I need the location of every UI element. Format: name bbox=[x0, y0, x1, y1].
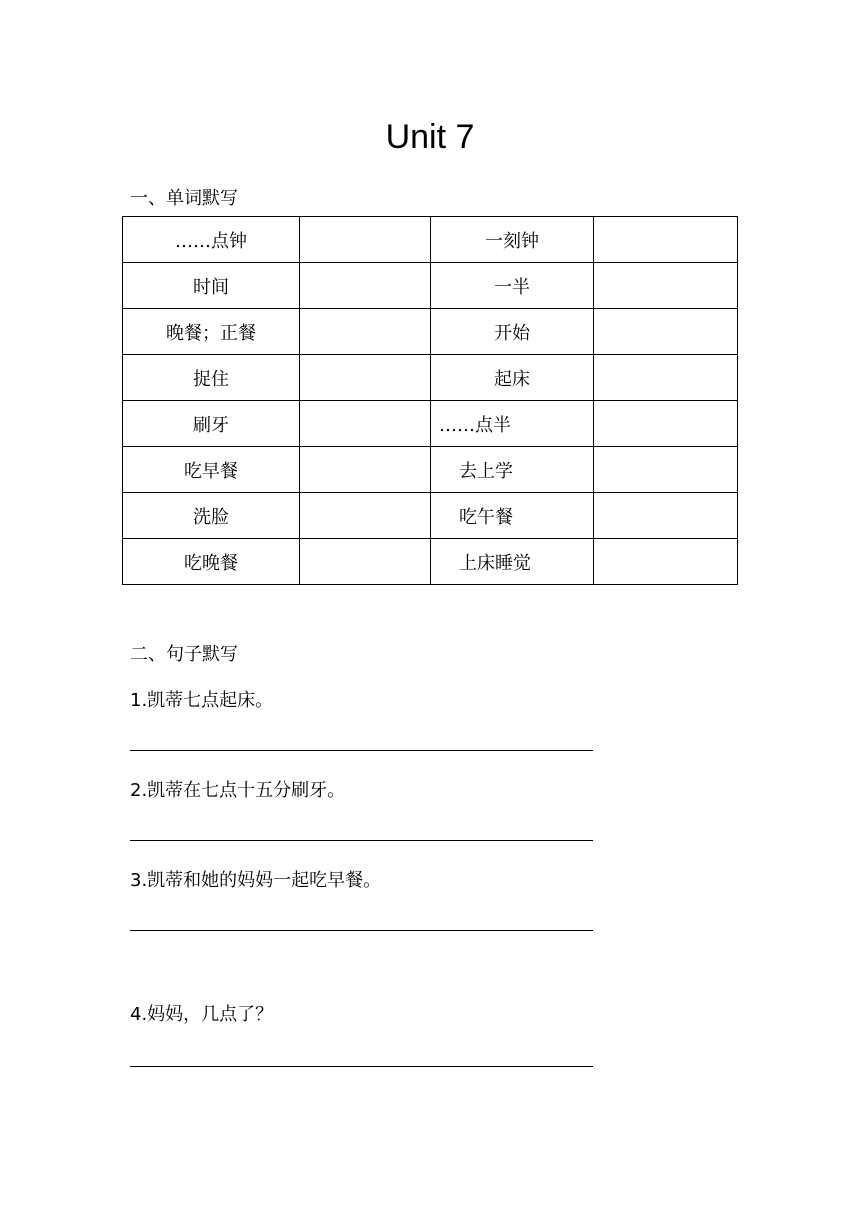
answer-cell[interactable] bbox=[300, 263, 431, 309]
chinese-word-cell: 洗脸 bbox=[123, 493, 300, 539]
answer-cell[interactable] bbox=[594, 401, 738, 447]
table-row bbox=[123, 263, 738, 309]
answer-cell[interactable] bbox=[300, 493, 431, 539]
chinese-word-cell: ……点钟 bbox=[123, 217, 300, 263]
chinese-word-cell: 吃早餐 bbox=[123, 447, 300, 493]
section-2-heading: 二、句子默写 bbox=[130, 644, 238, 665]
vocabulary-table bbox=[122, 216, 738, 585]
chinese-word-cell: 一刻钟 bbox=[431, 217, 594, 263]
sentence-prompt: 4.妈妈，几点了？ bbox=[130, 1004, 274, 1025]
table-row bbox=[123, 539, 738, 585]
chinese-word-cell: 吃午餐 bbox=[431, 493, 594, 539]
table-row bbox=[123, 401, 738, 447]
answer-cell[interactable] bbox=[594, 263, 738, 309]
answer-cell[interactable] bbox=[594, 447, 738, 493]
table-row bbox=[123, 355, 738, 401]
answer-cell[interactable] bbox=[300, 355, 431, 401]
table-row bbox=[123, 493, 738, 539]
answer-line[interactable] bbox=[130, 750, 593, 751]
answer-cell[interactable] bbox=[300, 309, 431, 355]
chinese-word-cell: 时间 bbox=[123, 263, 300, 309]
table-row bbox=[123, 309, 738, 355]
chinese-word-cell: 起床 bbox=[431, 355, 594, 401]
chinese-word-cell: 吃晚餐 bbox=[123, 539, 300, 585]
answer-cell[interactable] bbox=[594, 355, 738, 401]
chinese-word-cell: 捉住 bbox=[123, 355, 300, 401]
answer-cell[interactable] bbox=[300, 539, 431, 585]
answer-cell[interactable] bbox=[300, 401, 431, 447]
table-row bbox=[123, 447, 738, 493]
chinese-word-cell: 一半 bbox=[431, 263, 594, 309]
chinese-word-cell: 开始 bbox=[431, 309, 594, 355]
sentence-prompt: 2.凯蒂在七点十五分刷牙。 bbox=[130, 780, 346, 801]
chinese-word-cell: 上床睡觉 bbox=[431, 539, 594, 585]
answer-cell[interactable] bbox=[594, 217, 738, 263]
section-1-heading: 一、单词默写 bbox=[130, 188, 238, 209]
page-title: Unit 7 bbox=[385, 118, 475, 156]
answer-cell[interactable] bbox=[300, 447, 431, 493]
sentence-prompt: 1.凯蒂七点起床。 bbox=[130, 690, 274, 711]
answer-cell[interactable] bbox=[594, 493, 738, 539]
answer-line[interactable] bbox=[130, 930, 593, 931]
chinese-word-cell: ……点半 bbox=[431, 401, 594, 447]
chinese-word-cell: 去上学 bbox=[431, 447, 594, 493]
answer-cell[interactable] bbox=[300, 217, 431, 263]
answer-line[interactable] bbox=[130, 1066, 593, 1067]
chinese-word-cell: 晚餐；正餐 bbox=[123, 309, 300, 355]
answer-cell[interactable] bbox=[594, 309, 738, 355]
table-row bbox=[123, 217, 738, 263]
chinese-word-cell: 刷牙 bbox=[123, 401, 300, 447]
sentence-prompt: 3.凯蒂和她的妈妈一起吃早餐。 bbox=[130, 870, 382, 891]
answer-cell[interactable] bbox=[594, 539, 738, 585]
answer-line[interactable] bbox=[130, 840, 593, 841]
